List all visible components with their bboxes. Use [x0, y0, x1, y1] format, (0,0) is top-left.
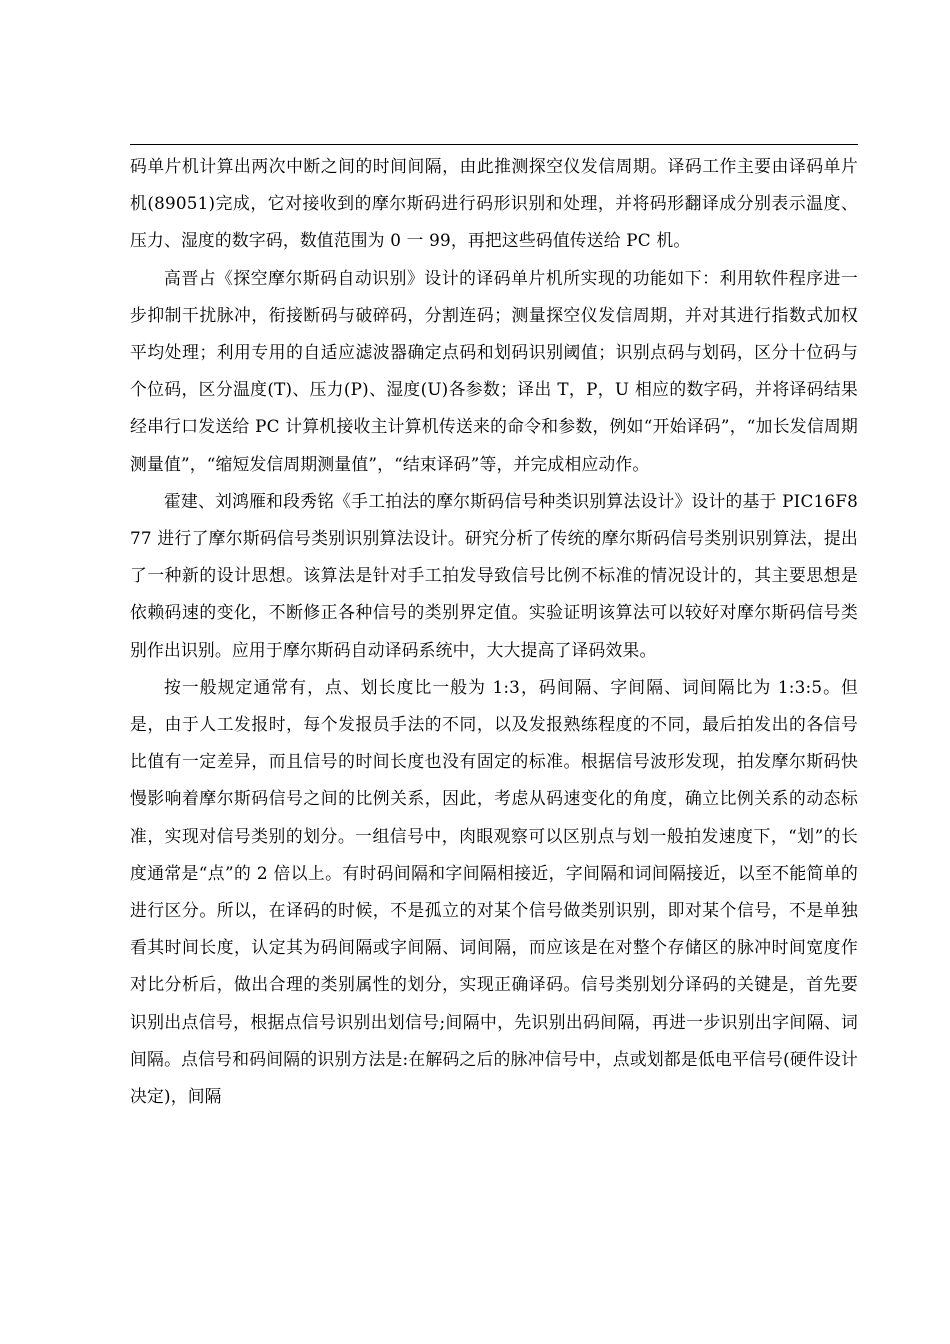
paragraph-2: 高晋占《探空摩尔斯码自动识别》设计的译码单片机所实现的功能如下：利用软件程序进一步抑制干扰脉冲，衔接断码与破碎码，分割连码；测量探空仪发信周期，并对其进行指数式加权平均处理；利用专用的自适应滤波器确定点码和划码识别阈值；识别点码与划码，区分十位码与个位码，区分温度(T)、压力(P)、湿度(U)各参数；译出 T，P，U 相应的数字码，并将译码结果经串行口发送给 PC 计算机接收主计算机传送来的命令和参数，例如“开始译码”，“加长发信周期测量值”，“缩短发信周期测量值”，“结束译码”等，并完成相应动作。 [130, 267, 858, 474]
paragraph-1: 码单片机计算出两次中断之间的时间间隔，由此推测探空仪发信周期。译码工作主要由译码单片机(89051)完成，它对接收到的摩尔斯码进行码形识别和处理，并将码形翻译成分别表示温度、压力、湿度的数字码，数值范围为 0 一 99，再把这些码值传送给 PC 机。 [130, 156, 858, 251]
paragraph-3: 霍建、刘鸿雁和段秀铭《手工拍法的摩尔斯码信号种类识别算法设计》设计的基于 PIC16F877 进行了摩尔斯码信号类别识别算法设计。研究分析了传统的摩尔斯码信号类别识别算法，提出了一种新的设计思想。该算法是针对手工拍发导致信号比例不标准的情况设计的，其主要思想是依赖码速的变化，不断修正各种信号的类别界定值。实验证明该算法可以较好对摩尔斯码信号类别作出识别。应用于摩尔斯码自动译码系统中，大大提高了译码效果。 [130, 490, 858, 660]
document-body [130, 148, 858, 1115]
paragraph-4: 按一般规定通常有，点、划长度比一般为 1:3，码间隔、字间隔、词间隔比为 1:3:5。但是，由于人工发报时，每个发报员手法的不同，以及发报熟练程度的不同，最后拍发出的各信号比值有一定差异，而且信号的时间长度也没有固定的标准。根据信号波形发现，拍发摩尔斯码快慢影响着摩尔斯码信号之间的比例关系，因此，考虑从码速变化的角度，确立比例关系的动态标准，实现对信号类别的划分。一组信号中，肉眼观察可以区别点与划一般拍发速度下，“划”的长度通常是“点”的 2 倍以上。有时码间隔和字间隔相接近，字间隔和词间隔接近，以至不能简单的进行区分。所以，在译码的时候，不是孤立的对某个信号做类别识别，即对某个信号，不是单独看其时间长度，认定其为码间隔或字间隔、词间隔，而应该是在对整个存储区的脉冲时间宽度作对比分析后，做出合理的类别属性的划分，实现正确译码。信号类别划分译码的关键是，首先要识别出点信号，根据点信号识别出划信号;间隔中，先识别出码间隔，再进一步识别出字间隔、词间隔。点信号和码间隔的识别方法是:在解码之后的脉冲信号中，点或划都是低电平信号(硬件设计决定)，间隔 [130, 676, 858, 1107]
header-rule [130, 144, 858, 145]
